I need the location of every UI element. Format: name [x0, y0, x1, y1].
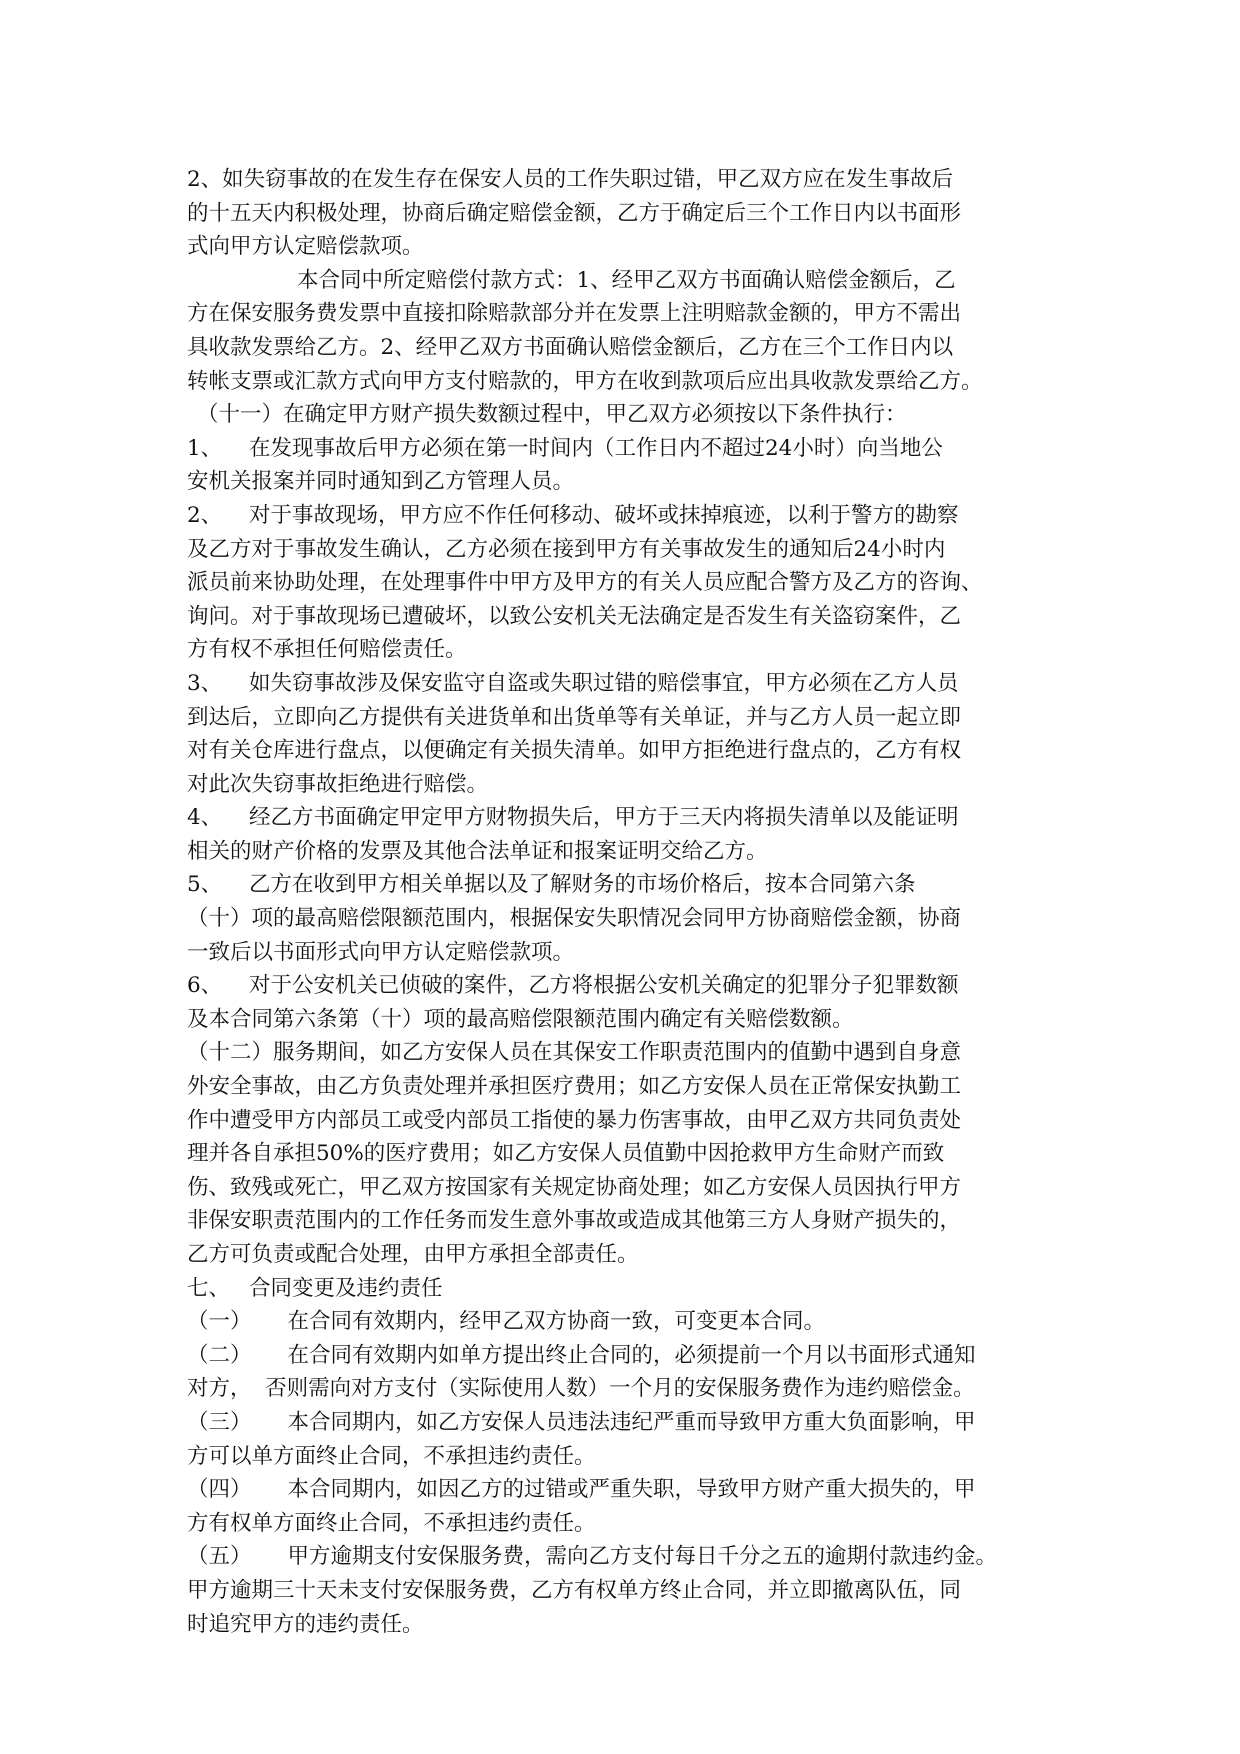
- paragraph-line: 转帐支票或汇款方式向甲方支付赔款的，甲方在收到款项后应出具收款发票给乙方。: [187, 368, 983, 394]
- paragraph-line: 非保安职责范围内的工作任务而发生意外事故或造成其他第三方人身财产损失的，: [187, 1208, 962, 1234]
- item-text: 甲方逾期支付安保服务费，需向乙方支付每日千分之五的逾期付款违约金。: [287, 1544, 998, 1570]
- list-item: [187, 801, 1067, 835]
- item-text: 本合同期内，如因乙方的过错或严重失职，导致甲方财产重大损失的，甲: [287, 1477, 976, 1503]
- item-text: 经乙方书面确定甲定甲方财物损失后，甲方于三天内将损失清单以及能证明: [249, 805, 959, 831]
- paragraph-line: 外安全事故，由乙方负责处理并承担医疗费用；如乙方安保人员在正常保安执勤工: [187, 1074, 962, 1100]
- item-number: 6、: [187, 973, 223, 999]
- item-number: 4、: [187, 805, 223, 831]
- item-number: 1、: [187, 435, 223, 461]
- paragraph-line: （十）项的最高赔偿限额范围内，根据保安失职情况会同甲方协商赔偿金额，协商: [187, 906, 962, 932]
- paragraph-line: 方有权单方面终止合同，不承担违约责任。: [187, 1510, 596, 1536]
- item-text: 在发现事故后甲方必须在第一时间内（工作日内不超过24小时）向当地公: [249, 435, 943, 461]
- item-text: 对于公安机关已侦破的案件，乙方将根据公安机关确定的犯罪分子犯罪数额: [249, 973, 959, 999]
- paragraph-line: 对此次失窃事故拒绝进行赔偿。: [187, 771, 489, 797]
- list-item: [187, 1339, 1067, 1373]
- section-number: 七、: [187, 1275, 231, 1301]
- paragraph-line: 方可以单方面终止合同，不承担违约责任。: [187, 1443, 596, 1469]
- paragraph-line: 派员前来协助处理，在处理事件中甲方及甲方的有关人员应配合警方及乙方的咨询、: [187, 570, 983, 596]
- list-item: [187, 667, 1067, 701]
- paragraph-line: 作中遭受甲方内部员工或受内部员工指使的暴力伤害事故，由甲乙双方共同负责处: [187, 1107, 962, 1133]
- paragraph-line: 及本合同第六条第（十）项的最高赔偿限额范围内确定有关赔偿数额。: [187, 1006, 854, 1032]
- paragraph-line: 到达后，立即向乙方提供有关进货单和出货单等有关单证，并与乙方人员一起立即: [187, 704, 962, 730]
- item-text: 乙方在收到甲方相关单据以及了解财务的市场价格后，按本合同第六条: [249, 872, 916, 898]
- item-number: （三）: [187, 1409, 252, 1435]
- paragraph-line: 对方， 否则需向对方支付（实际使用人数）一个月的安保服务费作为违约赔偿金。: [187, 1376, 975, 1402]
- paragraph-line: 的十五天内积极处理，协商后确定赔偿金额，乙方于确定后三个工作日内以书面形: [187, 200, 962, 226]
- paragraph-line: 安机关报案并同时通知到乙方管理人员。: [187, 469, 575, 495]
- item-text: 对于事故现场，甲方应不作任何移动、破坏或抹掉痕迹，以利于警方的勘察: [249, 502, 959, 528]
- item-number: 3、: [187, 670, 223, 696]
- paragraph-line: 方在保安服务费发票中直接扣除赔款部分并在发票上注明赔款金额的，甲方不需出: [187, 301, 962, 327]
- list-item: [187, 1540, 1067, 1574]
- item-text: 本合同期内，如乙方安保人员违法违纪严重而导致甲方重大负面影响，甲: [287, 1409, 976, 1435]
- section-heading: [187, 1272, 1067, 1306]
- paragraph-line: 具收款发票给乙方。2、经甲乙双方书面确认赔偿金额后，乙方在三个工作日内以: [187, 334, 954, 360]
- paragraph-line: 理并各自承担50%的医疗费用；如乙方安保人员值勤中因抢救甲方生命财产而致: [187, 1141, 945, 1167]
- paragraph-line: 及乙方对于事故发生确认，乙方必须在接到甲方有关事故发生的通知后24小时内: [187, 536, 946, 562]
- section-title: 合同变更及违约责任: [249, 1275, 443, 1301]
- document-body: [187, 163, 1067, 1641]
- item-number: 5、: [187, 872, 223, 898]
- paragraph-line: 相关的财产价格的发票及其他合法单证和报案证明交给乙方。: [187, 838, 768, 864]
- item-number: （一）: [187, 1309, 252, 1335]
- item-number: （五）: [187, 1544, 252, 1570]
- item-number: （二）: [187, 1342, 252, 1368]
- item-number: （四）: [187, 1477, 252, 1503]
- paragraph-line: 对有关仓库进行盘点，以便确定有关损失清单。如甲方拒绝进行盘点的，乙方有权: [187, 738, 962, 764]
- list-item: [187, 868, 1067, 902]
- paragraph-line: 询问。对于事故现场已遭破坏，以致公安机关无法确定是否发生有关盗窃案件，乙: [187, 603, 962, 629]
- paragraph-line: 伤、致残或死亡，甲乙双方按国家有关规定协商处理；如乙方安保人员因执行甲方: [187, 1174, 962, 1200]
- item-text: 在合同有效期内如单方提出终止合同的，必须提前一个月以书面形式通知: [287, 1342, 976, 1368]
- paragraph-line: 乙方可负责或配合处理，由甲方承担全部责任。: [187, 1242, 639, 1267]
- list-item: [187, 1406, 1067, 1440]
- paragraph-line: 时追究甲方的违约责任。: [187, 1611, 424, 1637]
- item-text: 在合同有效期内，经甲乙双方协商一致，可变更本合同。: [287, 1309, 826, 1335]
- section-heading: （十一）在确定甲方财产损失数额过程中，甲乙双方必须按以下条件执行：: [197, 402, 907, 428]
- paragraph-line: 2、如失窃事故的在发生存在保安人员的工作失职过错，甲乙双方应在发生事故后: [187, 167, 954, 192]
- paragraph-line: 式向甲方认定赔偿款项。: [187, 234, 424, 260]
- paragraph-line: 甲方逾期三十天未支付安保服务费，乙方有权单方终止合同，并立即撤离队伍，同: [187, 1577, 962, 1603]
- list-item: [187, 499, 1067, 533]
- list-item: [187, 1305, 1067, 1339]
- paragraph-line: 本合同中所定赔偿付款方式：1、经甲乙双方书面确认赔偿金额后，乙: [297, 267, 956, 293]
- item-text: 如失窃事故涉及保安监守自盗或失职过错的赔偿事宜，甲方必须在乙方人员: [249, 670, 959, 696]
- paragraph-line: （十二）服务期间，如乙方安保人员在其保安工作职责范围内的值勤中遇到自身意: [187, 1040, 962, 1066]
- paragraph-line: 方有权不承担任何赔偿责任。: [187, 637, 467, 663]
- list-item: [187, 969, 1067, 1003]
- list-item: [187, 432, 1067, 466]
- list-item: [187, 1473, 1067, 1507]
- paragraph-line: 一致后以书面形式向甲方认定赔偿款项。: [187, 939, 575, 965]
- item-number: 2、: [187, 502, 223, 528]
